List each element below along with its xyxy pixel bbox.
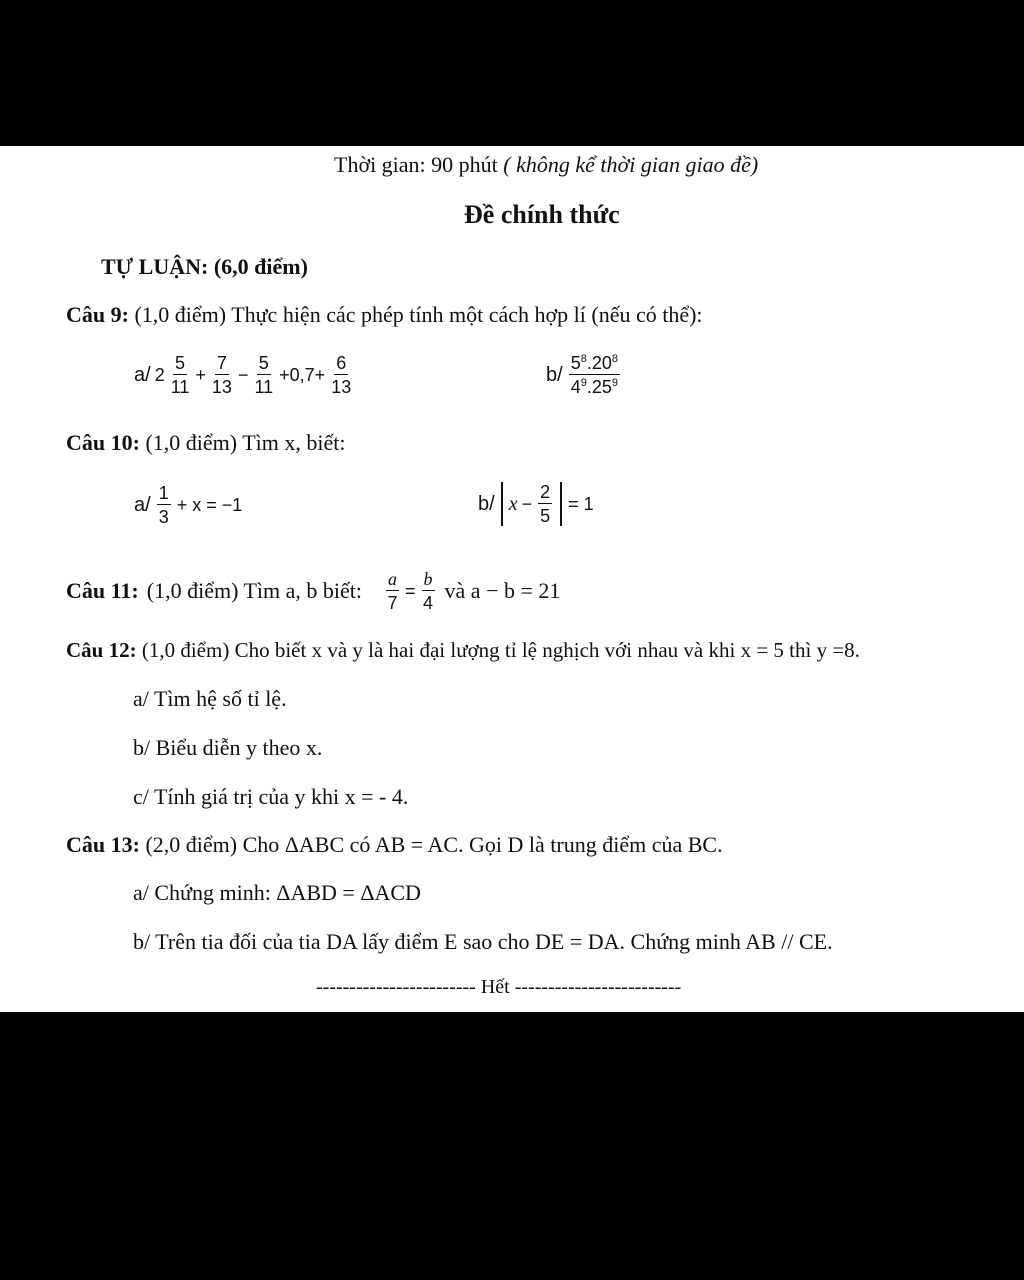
q9-line (66, 302, 703, 328)
q10a-expression (134, 484, 242, 526)
abs-bar-right (560, 482, 562, 526)
q10b-rest: = 1 (568, 493, 594, 514)
q11-expression (384, 570, 437, 612)
q10a-rest: + x = −1 (176, 494, 243, 515)
q9b-expression (546, 354, 622, 396)
q11-eq: = (405, 580, 416, 601)
q9a-op2: − (237, 364, 249, 385)
q10b-var: x (508, 492, 518, 515)
end-label: Hết (480, 976, 510, 998)
end-dashes-left: ------------------------ (316, 976, 476, 998)
q9a-fraction-3: $\frac{5}{11}$ (254, 353, 274, 397)
q9a-fraction-4: $\frac{6}{13}$ (331, 353, 352, 397)
q9-label: Câu 9: (66, 302, 129, 327)
q10-text: (1,0 điểm) Tìm x, biết: (145, 430, 346, 455)
section-heading: TỰ LUẬN: (6,0 điểm) (101, 254, 308, 279)
q9a-label: a/ (134, 363, 151, 386)
q9a-expression (134, 354, 353, 396)
q9b-fraction: $\frac{5^8.20^8}{4^9.25^9}$ (570, 353, 618, 397)
q10b-expression (478, 482, 594, 526)
q10b-fraction: $\frac{2}{5}$ (540, 482, 551, 526)
q10-line (66, 430, 345, 456)
q13-label: Câu 13: (66, 832, 140, 857)
exam-page (0, 146, 1024, 1012)
q9a-op3: +0,7+ (279, 364, 326, 385)
q12-part-a: a/ Tìm hệ số tỉ lệ. (133, 686, 287, 711)
q10-label: Câu 10: (66, 430, 140, 455)
exam-title: Đề chính thức (464, 200, 620, 229)
q9a-whole: 2 (154, 364, 165, 385)
q10b-minus: − (521, 493, 533, 514)
q9b-label: b/ (546, 363, 563, 386)
q11-text: (1,0 điểm) Tìm a, b biết: (146, 578, 363, 603)
q10b-label: b/ (478, 492, 495, 515)
q9-text: (1,0 điểm) Thực hiện các phép tính một cách hợp lí (nếu có thể): (134, 302, 703, 327)
q12-part-b: b/ Biểu diễn y theo x. (133, 735, 323, 760)
q9a-fraction-1: $\frac{5}{11}$ (170, 353, 190, 397)
q9a-fraction-2: $\frac{7}{13}$ (211, 353, 232, 397)
time-note: ( không kể thời gian giao đề) (503, 152, 759, 177)
q13-text: (2,0 điểm) Cho ΔABC có AB = AC. Gọi D là trung điểm của BC. (145, 832, 723, 857)
q10a-fraction: $\frac{1}{3}$ (158, 483, 169, 527)
q10a-label: a/ (134, 493, 151, 516)
q12-part-c: c/ Tính giá trị của y khi x = - 4. (133, 784, 409, 809)
q12-label: Câu 12: (66, 638, 137, 662)
q11-fraction-b: $\frac{b}{4}$ (423, 569, 434, 613)
end-marker (316, 976, 681, 999)
q13-line (66, 832, 723, 858)
time-line (334, 152, 758, 178)
end-dashes-right: ------------------------- (514, 976, 682, 998)
q11-fraction-a: $\frac{a}{7}$ (387, 569, 398, 613)
q12-line (66, 638, 860, 663)
q13-part-b: b/ Trên tia đối của tia DA lấy điểm E sao cho DE = DA. Chứng minh AB // CE. (133, 929, 833, 954)
time-prefix: Thời gian: 90 phút (334, 152, 498, 177)
q12-text: (1,0 điểm) Cho biết x và y là hai đại lượng tỉ lệ nghịch với nhau và khi x = 5 thì y =8. (141, 638, 860, 662)
q11-label: Câu 11: (66, 578, 139, 603)
q11-line (66, 570, 560, 612)
abs-bar-left (501, 482, 503, 526)
q13-part-a: a/ Chứng minh: ΔABD = ΔACD (133, 880, 421, 905)
q11-tail: và a − b = 21 (444, 578, 561, 603)
q9a-op1: + (195, 364, 206, 385)
